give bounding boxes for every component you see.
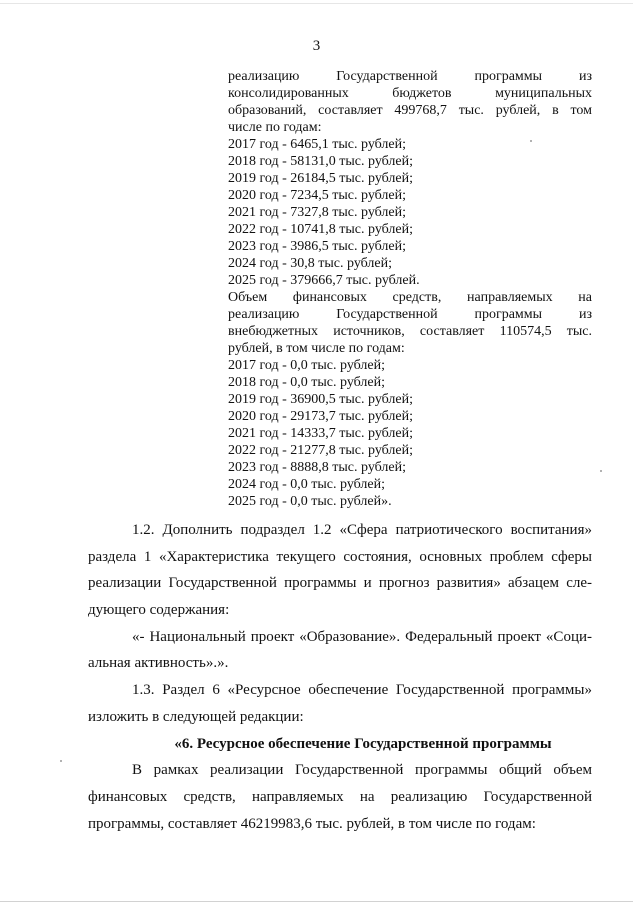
paragraph-item-1-3 bbox=[88, 677, 592, 730]
text-line: дующего содержания: bbox=[88, 602, 230, 619]
year-amount-line: 2022 год - 21277,8 тыс. рублей; bbox=[228, 443, 414, 458]
year-amount-line: 2024 год - 0,0 тыс. рублей; bbox=[228, 477, 386, 492]
year-amount-line: 2025 год - 0,0 тыс. рублей». bbox=[228, 494, 392, 509]
text-line: раздела 1 «Характеристика текущего состояния, основных проблем сферы bbox=[88, 548, 592, 565]
year-amount-line: 2018 год - 58131,0 тыс. рублей; bbox=[228, 154, 414, 169]
scan-artifact-line bbox=[0, 3, 633, 4]
scan-artifact-dot bbox=[530, 140, 532, 142]
year-amount-line: 2021 год - 14333,7 тыс. рублей; bbox=[228, 426, 414, 441]
quote-paragraph bbox=[88, 624, 592, 677]
text-line: финансовых средств, направляемых на реализацию Государственной bbox=[88, 788, 592, 805]
year-amount-line: 2020 год - 29173,7 тыс. рублей; bbox=[228, 409, 414, 424]
scan-artifact-line bbox=[0, 901, 633, 902]
year-amount-line: 2022 год - 10741,8 тыс. рублей; bbox=[228, 222, 414, 237]
text-line: реализацию Государственной программы из bbox=[228, 307, 592, 322]
final-paragraph bbox=[88, 757, 592, 837]
year-amount-line: 2017 год - 6465,1 тыс. рублей; bbox=[228, 137, 407, 152]
year-amount-line: 2023 год - 8888,8 тыс. рублей; bbox=[228, 460, 407, 475]
year-amount-line: 2023 год - 3986,5 тыс. рублей; bbox=[228, 239, 407, 254]
page-number: 3 bbox=[312, 38, 321, 54]
year-amount-line: 2020 год - 7234,5 тыс. рублей; bbox=[228, 188, 407, 203]
year-amount-line: 2024 год - 30,8 тыс. рублей; bbox=[228, 256, 393, 271]
section-heading: «6. Ресурсное обеспечение Государственной программы bbox=[174, 735, 552, 752]
text-line: 1.2. Дополнить подраздел 1.2 «Сфера патриотического воспитания» bbox=[132, 522, 592, 538]
year-amount-line: 2017 год - 0,0 тыс. рублей; bbox=[228, 358, 386, 373]
text-line: альная активность».». bbox=[88, 655, 229, 672]
text-line: «- Национальный проект «Образование». Федеральный проект «Соци- bbox=[132, 628, 592, 645]
year-amount-line: 2021 год - 7327,8 тыс. рублей; bbox=[228, 205, 407, 220]
main-body bbox=[88, 517, 592, 837]
text-line: реализации Государственной программы и прогноз развития» абзацем сле- bbox=[88, 575, 592, 592]
paragraph-item-1-2 bbox=[88, 517, 592, 624]
text-line: реализацию Государственной программы из bbox=[228, 69, 592, 84]
text-line: рублей, в том числе по годам: bbox=[228, 341, 405, 356]
year-amount-line: 2019 год - 36900,5 тыс. рублей; bbox=[228, 392, 414, 407]
text-line: консолидированных бюджетов муниципальных bbox=[228, 86, 592, 101]
year-amount-line: 2025 год - 379666,7 тыс. рублей. bbox=[228, 273, 420, 288]
year-amount-line: 2019 год - 26184,5 тыс. рублей; bbox=[228, 171, 414, 186]
text-line: образований, составляет 499768,7 тыс. рублей, в том bbox=[228, 103, 592, 118]
text-line: изложить в следующей редакции: bbox=[88, 708, 304, 725]
scan-artifact-dot bbox=[600, 470, 602, 472]
text-line: внебюджетных источников, составляет 110574,5 тыс. bbox=[228, 324, 592, 339]
text-line: числе по годам: bbox=[228, 120, 322, 135]
text-line: В рамках реализации Государственной программы общий объем bbox=[132, 762, 592, 779]
text-line: Объем финансовых средств, направляемых на bbox=[228, 290, 592, 305]
scan-artifact-dot bbox=[60, 760, 62, 762]
funding-details-column bbox=[228, 68, 592, 510]
text-line: программы, составляет 46219983,6 тыс. рублей, в том числе по годам: bbox=[88, 815, 536, 832]
text-line: 1.3. Раздел 6 «Ресурсное обеспечение Государственной программы» bbox=[132, 682, 592, 699]
year-amount-line: 2018 год - 0,0 тыс. рублей; bbox=[228, 375, 386, 390]
